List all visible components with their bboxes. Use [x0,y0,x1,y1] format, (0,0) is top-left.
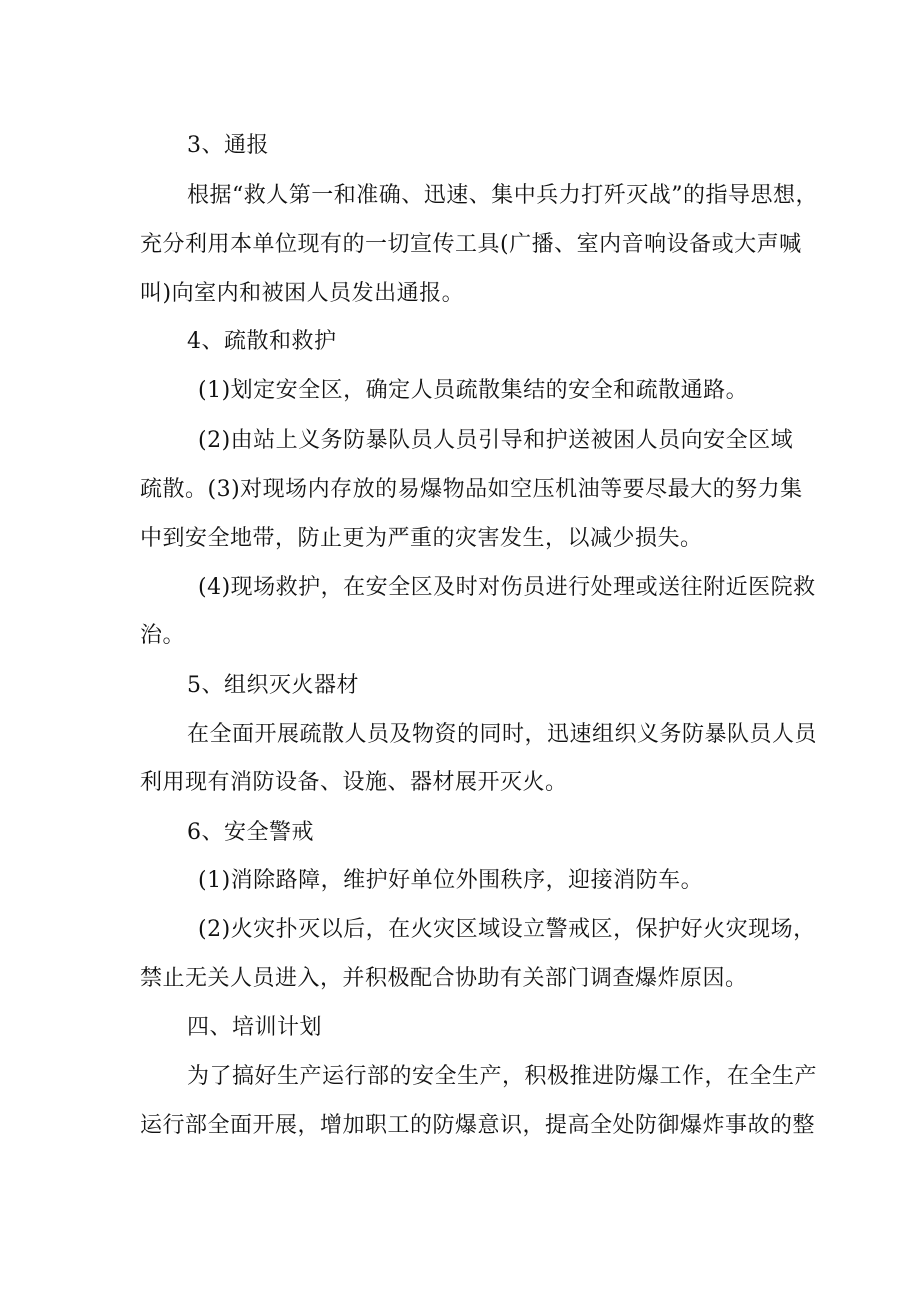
paragraph-line: (2)火灾扑灭以后，在火灾区域设立警戒区，保护好火灾现场， [198,917,816,942]
heading-fire-equipment: 5、组织灭火器材 [187,673,359,698]
paragraph-line: 为了搞好生产运行部的安全生产，积极推进防爆工作，在全生产 [187,1064,818,1089]
paragraph-line: 治。 [140,623,186,648]
paragraph-line: 中到安全地带，防止更为严重的灾害发生，以减少损失。 [140,526,703,551]
paragraph-line: 利用现有消防设备、设施、器材展开灭火。 [140,770,568,795]
paragraph-line: 疏散。(3)对现场内存放的易爆物品如空压机油等要尽最大的努力集 [140,477,803,502]
heading-evacuation: 4、疏散和救护 [187,329,337,354]
paragraph-line: 禁止无关人员进入，并积极配合协助有关部门调查爆炸原因。 [140,966,748,991]
heading-notification: 3、通报 [187,133,269,158]
paragraph-line: 运行部全面开展，增加职工的防爆意识，提高全处防御爆炸事故的整 [140,1113,816,1138]
paragraph-line: 充分利用本单位现有的一切宣传工具(广播、室内音响设备或大声喊 [140,232,802,257]
paragraph-line: 在全面开展疏散人员及物资的同时，迅速组织义务防暴队员人员 [187,722,818,747]
paragraph-line: (1)消除路障，维护好单位外围秩序，迎接消防车。 [198,868,704,893]
paragraph-line: (2)由站上义务防暴队员人员引导和护送被困人员向安全区域 [198,428,794,453]
paragraph-line: 根据“救人第一和准确、迅速、集中兵力打歼灭战”的指导思想， [187,183,818,208]
heading-training-plan: 四、培训计划 [187,1015,323,1040]
paragraph-line: (4)现场救护，在安全区及时对伤员进行处理或送往附近医院救 [198,575,816,600]
paragraph-line: (1)划定安全区，确定人员疏散集结的安全和疏散通路。 [198,378,749,403]
heading-security-cordon: 6、安全警戒 [187,820,314,845]
paragraph-line: 叫)向室内和被困人员发出通报。 [140,281,465,306]
